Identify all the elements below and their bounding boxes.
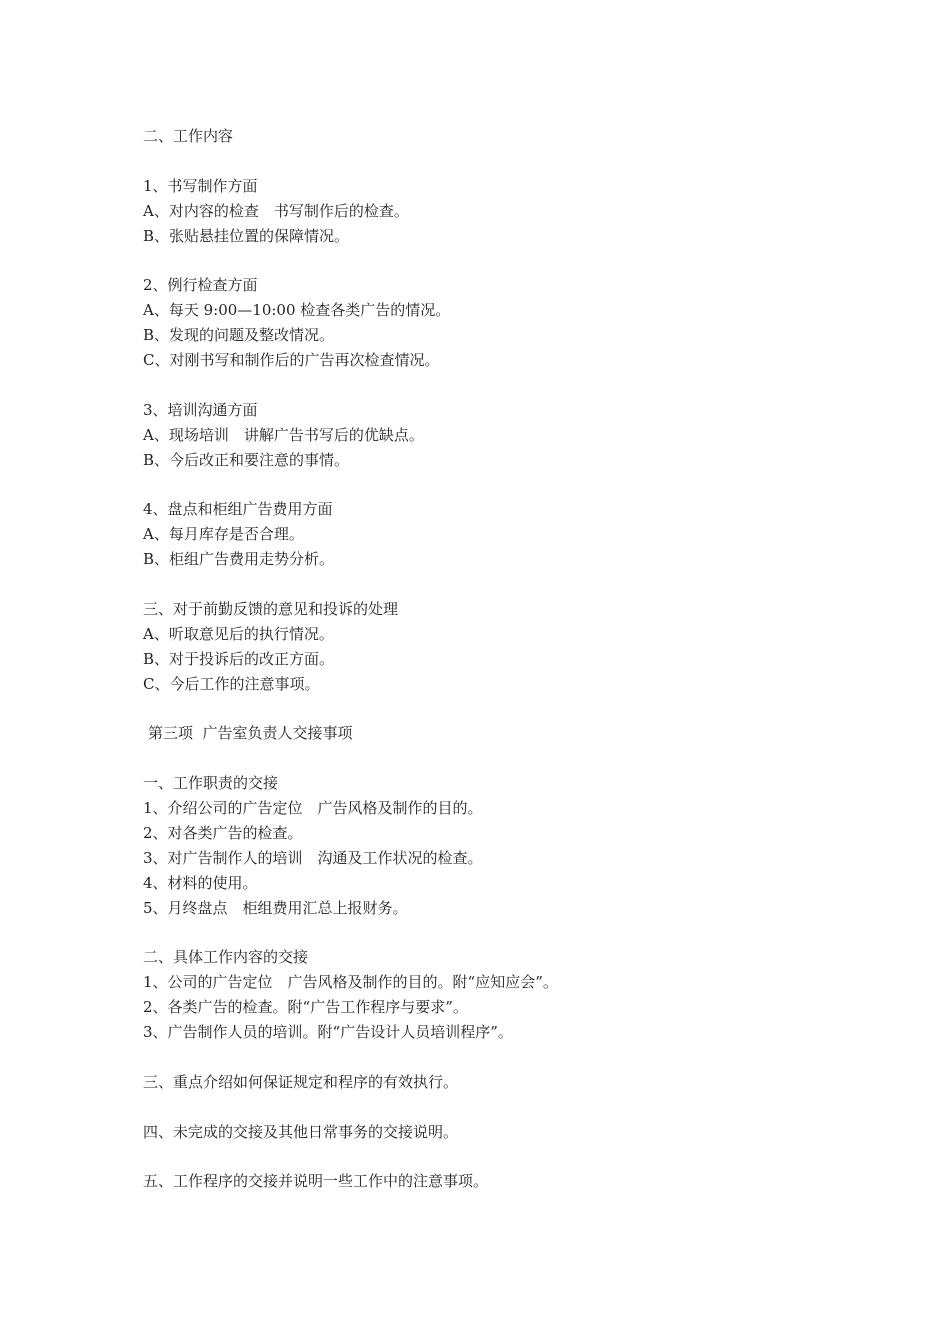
text-line: 2、例行检查方面: [143, 276, 258, 295]
text-line: 二、工作内容: [143, 127, 234, 145]
text-line: 3、广告制作人员的培训。附“广告设计人员培训程序”。: [143, 1023, 513, 1042]
text-line: B、对于投诉后的改正方面。: [143, 649, 335, 668]
text-line: 三、对于前勤反馈的意见和投诉的处理: [143, 599, 399, 618]
text-line: 5、月终盘点 柜组费用汇总上报财务。: [143, 898, 408, 917]
blank-line: [143, 921, 843, 946]
text-line: 二、具体工作内容的交接: [143, 948, 309, 967]
text-line: 4、盘点和柜组广告费用方面: [143, 500, 333, 519]
text-line: 1、书写制作方面: [143, 176, 258, 195]
text-line: 1、公司的广告定位 广告风格及制作的目的。附“应知应会”。: [143, 973, 558, 992]
text-line: B、发现的问题及整改情况。: [143, 326, 335, 345]
text-line: A、每月库存是否合理。: [143, 525, 304, 544]
blank-line: [143, 746, 843, 771]
document-body: [143, 124, 843, 1194]
text-line: 4、材料的使用。: [143, 873, 258, 892]
text-line: 四、未完成的交接及其他日常事务的交接说明。: [143, 1122, 459, 1141]
blank-line: [143, 248, 843, 273]
text-line: A、听取意见后的执行情况。: [143, 624, 334, 643]
text-line: A、现场培训 讲解广告书写后的优缺点。: [143, 425, 424, 444]
blank-line: [143, 149, 843, 174]
text-line: 第三项 广告室负责人交接事项: [148, 724, 353, 743]
text-line: C、对刚书写和制作后的广告再次检查情况。: [143, 351, 440, 370]
text-line: 2、各类广告的检查。附“广告工作程序与要求”。: [143, 998, 468, 1017]
blank-line: [143, 572, 843, 597]
text-line: B、张贴悬挂位置的保障情况。: [143, 226, 350, 245]
blank-line: [143, 1145, 843, 1170]
blank-line: [143, 696, 843, 721]
text-line: 1、介绍公司的广告定位 广告风格及制作的目的。: [143, 799, 483, 818]
text-line: 三、重点介绍如何保证规定和程序的有效执行。: [143, 1072, 459, 1091]
blank-line: [143, 472, 843, 497]
text-line: B、柜组广告费用走势分析。: [143, 550, 335, 569]
text-line: B、今后改正和要注意的事情。: [143, 450, 350, 469]
text-line: 五、工作程序的交接并说明一些工作中的注意事项。: [143, 1172, 489, 1191]
text-line: 3、对广告制作人的培训 沟通及工作状况的检查。: [143, 848, 483, 867]
blank-line: [143, 1045, 843, 1070]
text-line: A、对内容的检查 书写制作后的检查。: [143, 201, 409, 220]
blank-line: [143, 1095, 843, 1120]
text-line: 2、对各类广告的检查。: [143, 823, 303, 842]
blank-line: [143, 373, 843, 398]
text-line: A、每天 9:00—10:00 检查各类广告的情况。: [143, 301, 451, 320]
text-line: 一、工作职责的交接: [143, 774, 279, 793]
text-line: 3、培训沟通方面: [143, 400, 258, 419]
text-line: C、今后工作的注意事项。: [143, 674, 320, 693]
